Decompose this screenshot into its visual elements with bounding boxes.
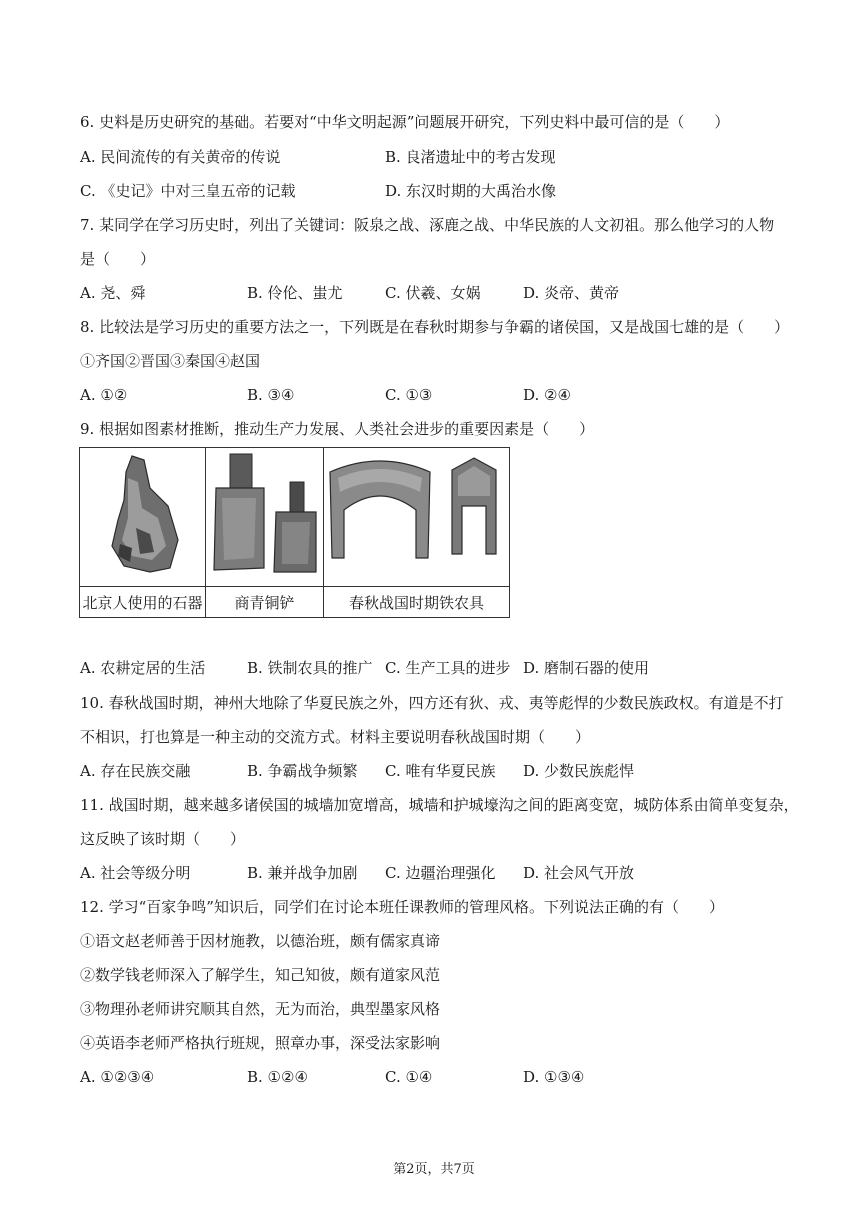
- q12-item-3: ③物理孙老师讲究顺其自然，无为而治，典型墨家风格: [80, 1000, 441, 1018]
- q12-item-1: ①语文赵老师善于因材施教，以德治班，颇有儒家真谛: [80, 932, 441, 950]
- page-footer: 第2页，共7页: [393, 1162, 475, 1177]
- q11-option-d: D. 社会风气开放: [523, 864, 635, 882]
- stone-tool-image: [80, 448, 206, 587]
- q8-option-d: D. ②④: [523, 386, 571, 404]
- q12-stem: 12. 学习“百家争鸣”知识后，同学们在讨论本班任课教师的管理风格。下列说法正确的有（ ）: [80, 898, 724, 916]
- q9-caption-bronze: 商青铜铲: [206, 587, 324, 618]
- q7-stem-line1: 7. 某同学在学习历史时，列出了关键词：阪泉之战、涿鹿之战、中华民族的人文初祖。那么他学习的人物: [80, 216, 775, 234]
- q7-stem-line2: 是（ ）: [80, 250, 156, 268]
- q6-option-c: C. 《史记》中对三皇五帝的记载: [80, 182, 296, 200]
- q9-option-d: D. 磨制石器的使用: [523, 659, 650, 677]
- q9-option-b: B. 铁制农具的推广: [247, 659, 373, 677]
- bronze-shovel-image: [206, 448, 324, 587]
- q6-option-a: A. 民间流传的有关黄帝的传说: [80, 148, 281, 166]
- q9-figure-table: [79, 447, 510, 618]
- q10-option-b: B. 争霸战争频繁: [247, 762, 358, 780]
- q10-option-c: C. 唯有华夏民族: [385, 762, 496, 780]
- q11-option-b: B. 兼并战争加剧: [247, 864, 358, 882]
- q11-stem-line1: 11. 战国时期，越来越多诸侯国的城墙加宽增高，城墙和护城壕沟之间的距离变宽，城防体系由简单变复杂，: [80, 796, 799, 814]
- q12-option-b: B. ①②④: [247, 1068, 308, 1086]
- stone-tool-icon: [80, 448, 204, 582]
- q11-option-c: C. 边疆治理强化: [385, 864, 496, 882]
- q9-caption-stone: 北京人使用的石器: [80, 587, 206, 618]
- q7-option-a: A. 尧、舜: [80, 284, 146, 302]
- q12-option-c: C. ①④: [385, 1068, 433, 1086]
- q8-option-b: B. ③④: [247, 386, 295, 404]
- q7-option-d: D. 炎帝、黄帝: [523, 284, 620, 302]
- q12-item-4: ④英语李老师严格执行班规，照章办事，深受法家影响: [80, 1034, 441, 1052]
- q10-stem-line2: 不相识，打也算是一种主动的交流方式。材料主要说明春秋战国时期（ ）: [80, 728, 591, 746]
- q8-option-a: A. ①②: [80, 386, 128, 404]
- q8-option-c: C. ①③: [385, 386, 433, 404]
- q12-item-2: ②数学钱老师深入了解学生，知己知彼，颇有道家风范: [80, 966, 441, 984]
- q11-option-a: A. 社会等级分明: [80, 864, 191, 882]
- q9-caption-iron: 春秋战国时期铁农具: [324, 587, 510, 618]
- q6-option-b: B. 良渚遗址中的考古发现: [385, 148, 556, 166]
- q8-items: ①齐国②晋国③秦国④赵国: [80, 352, 261, 370]
- q10-option-a: A. 存在民族交融: [80, 762, 191, 780]
- q9-stem: 9. 根据如图素材推断，推动生产力发展、人类社会进步的重要因素是（ ）: [80, 420, 595, 438]
- q7-option-b: B. 伶伦、蚩尤: [247, 284, 343, 302]
- q10-option-d: D. 少数民族彪悍: [523, 762, 635, 780]
- q6-option-d: D. 东汉时期的大禹治水像: [385, 182, 557, 200]
- q12-option-a: A. ①②③④: [80, 1068, 155, 1086]
- q8-stem: 8. 比较法是学习历史的重要方法之一，下列既是在春秋时期参与争霸的诸侯国，又是战国七雄的是（ ）: [80, 318, 790, 336]
- q10-stem-line1: 10. 春秋战国时期，神州大地除了华夏民族之外，四方还有狄、戎、夷等彪悍的少数民族政权。有道是不打: [80, 694, 784, 712]
- q12-option-d: D. ①③④: [523, 1068, 585, 1086]
- q7-option-c: C. 伏羲、女娲: [385, 284, 481, 302]
- q9-option-c: C. 生产工具的进步: [385, 659, 511, 677]
- bronze-shovel-icon: [206, 448, 322, 582]
- q11-stem-line2: 这反映了该时期（ ）: [80, 830, 246, 848]
- iron-tools-icon: [324, 448, 508, 582]
- q9-option-a: A. 农耕定居的生活: [80, 659, 206, 677]
- iron-tools-image: [324, 448, 510, 587]
- q6-stem: 6. 史料是历史研究的基础。若要对“中华文明起源”问题展开研究，下列史料中最可信的是（ ）: [80, 113, 730, 131]
